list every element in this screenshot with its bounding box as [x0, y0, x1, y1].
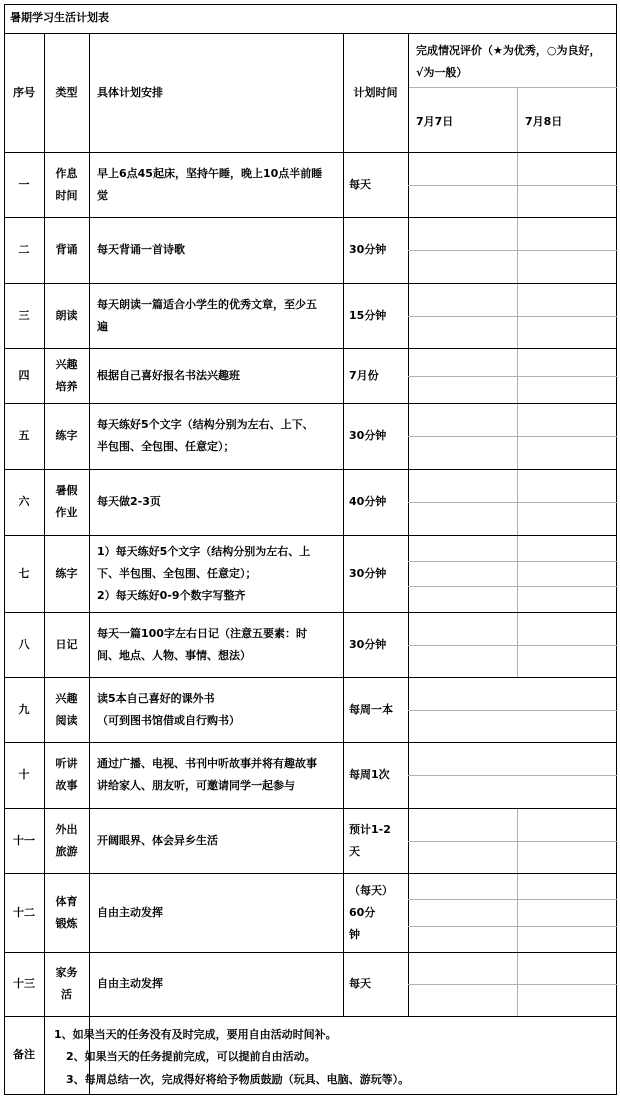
grid-line	[4, 217, 617, 218]
grid-line	[408, 250, 617, 251]
row-plan: 每天练好5个文字（结构分别为左右、上下、	[97, 418, 314, 431]
grid-line	[408, 710, 617, 711]
header-date2: 7月8日	[525, 115, 563, 128]
grid-line	[517, 87, 518, 678]
row-type: 兴趣	[55, 358, 78, 371]
grid-line	[4, 4, 617, 5]
row-plan: 讲给家人、朋友听，可邀请同学一起参与	[97, 779, 295, 792]
grid-line	[408, 841, 617, 842]
row-time: 钟	[349, 928, 360, 941]
row-seq: 三	[18, 309, 30, 322]
row-type: 朗读	[55, 309, 78, 322]
row-type: 活	[61, 988, 72, 1001]
grid-line	[4, 4, 5, 1095]
row-type: 时间	[55, 189, 78, 202]
row-type: 作业	[55, 506, 78, 519]
grid-line	[4, 808, 617, 809]
row-plan: 1）每天练好5个文字（结构分别为左右、上	[97, 545, 311, 558]
row-plan: 开阔眼界、体会异乡生活	[97, 834, 218, 847]
row-type: 锻炼	[55, 917, 78, 930]
row-plan: 每天做2-3页	[97, 495, 161, 508]
row-time: 30分钟	[349, 429, 387, 442]
row-seq: 二	[18, 243, 30, 256]
row-plan: 读5本自己喜好的课外书	[97, 692, 215, 705]
grid-line	[4, 873, 617, 874]
row-time: 30分钟	[349, 567, 387, 580]
grid-line	[4, 469, 617, 470]
row-time: 每周1次	[349, 768, 390, 781]
header-type: 类型	[55, 85, 78, 99]
row-seq: 六	[18, 495, 30, 508]
row-type: 日记	[55, 638, 78, 651]
grid-line	[408, 87, 617, 88]
row-time: 30分钟	[349, 638, 387, 651]
row-plan: 自由主动发挥	[97, 977, 163, 990]
row-time: 每周一本	[349, 703, 393, 716]
table-title: 暑期学习生活计划表	[10, 11, 109, 24]
row-type: 旅游	[55, 845, 78, 858]
header-time: 计划时间	[353, 85, 398, 99]
grid-line	[4, 152, 617, 153]
grid-line	[408, 984, 617, 985]
grid-line	[408, 899, 617, 900]
row-plan: 下、半包围、全包围、任意定）；	[97, 567, 257, 580]
row-seq: 四	[18, 369, 30, 382]
row-plan: 每天朗读一篇适合小学生的优秀文章，至少五	[97, 298, 317, 311]
grid-line	[408, 561, 617, 562]
row-time: （每天）	[349, 884, 393, 897]
grid-line	[4, 612, 617, 613]
row-seq: 七	[18, 567, 30, 580]
row-type: 体育	[55, 895, 78, 908]
row-time: 60分	[349, 906, 376, 919]
grid-line	[408, 436, 617, 437]
row-plan: 半包围、全包围、任意定）；	[97, 440, 235, 453]
grid-line	[616, 4, 617, 1095]
row-seq: 十三	[13, 977, 35, 990]
grid-line	[4, 742, 617, 743]
row-seq: 八	[18, 638, 30, 651]
grid-line	[408, 645, 617, 646]
row-plan: 遍	[97, 320, 108, 333]
row-type: 外出	[55, 823, 78, 836]
note-line: 3、每周总结一次，完成得好将给予物质鼓励（玩具、电脑、游玩等）。	[66, 1073, 410, 1086]
row-plan: 2）每天练好0-9个数字写整齐	[97, 589, 246, 602]
row-seq: 十二	[13, 906, 35, 919]
row-type: 练字	[55, 429, 78, 442]
row-seq: 九	[18, 703, 30, 716]
grid-line	[4, 403, 617, 404]
grid-line	[4, 952, 617, 953]
row-type: 练字	[55, 567, 78, 580]
row-type: 兴趣	[55, 692, 78, 705]
notes-label: 备注	[13, 1048, 35, 1061]
grid-line	[408, 926, 617, 927]
row-type: 作息	[55, 167, 78, 180]
grid-line	[4, 283, 617, 284]
row-type: 听讲	[55, 757, 78, 770]
grid-line	[408, 586, 617, 587]
grid-line	[44, 1016, 45, 1095]
row-time: 每天	[349, 977, 371, 990]
header-date1: 7月7日	[416, 115, 454, 128]
row-time: 7月份	[349, 369, 379, 382]
row-seq: 五	[18, 429, 30, 442]
note-line: 2、如果当天的任务提前完成，可以提前自由活动。	[66, 1050, 316, 1063]
row-time: 15分钟	[349, 309, 387, 322]
grid-line	[4, 1094, 617, 1095]
grid-line	[343, 33, 344, 1017]
row-type: 家务	[55, 966, 78, 979]
grid-line	[408, 33, 409, 1017]
grid-line	[408, 502, 617, 503]
row-type: 故事	[55, 779, 78, 792]
grid-line	[4, 535, 617, 536]
row-type: 背诵	[55, 243, 78, 256]
row-plan: 根据自己喜好报名书法兴趣班	[97, 369, 240, 382]
row-plan: 早上6点45起床，坚持午睡，晚上10点半前睡	[97, 167, 323, 180]
row-plan: 每天背诵一首诗歌	[97, 243, 185, 256]
row-seq: 一	[18, 178, 30, 191]
row-time: 预计1-2	[349, 823, 391, 836]
row-plan: 每天一篇100字左右日记（注意五要素：时	[97, 627, 307, 640]
grid-line	[517, 808, 518, 1017]
row-seq: 十一	[13, 834, 35, 847]
header-eval: √为一般）	[416, 66, 468, 79]
row-plan: 自由主动发挥	[97, 906, 163, 919]
header-seq: 序号	[13, 85, 35, 99]
row-seq: 十	[18, 768, 30, 781]
row-type: 暑假	[55, 484, 78, 497]
row-type: 培养	[55, 380, 78, 393]
grid-line	[4, 348, 617, 349]
row-time: 天	[349, 845, 360, 858]
row-type: 阅读	[55, 714, 78, 727]
row-plan: 通过广播、电视、书刊中听故事并将有趣故事	[97, 757, 317, 770]
row-plan: 间、地点、人物、事情、想法）	[97, 649, 251, 662]
header-eval: 完成情况评价（★为优秀，○为良好，	[416, 44, 601, 57]
grid-line	[4, 1016, 617, 1017]
row-plan: （可到图书馆借或自行购书）	[97, 714, 240, 727]
header-plan: 具体计划安排	[97, 85, 163, 99]
grid-line	[408, 185, 617, 186]
grid-line	[89, 33, 90, 1095]
row-time: 40分钟	[349, 495, 387, 508]
note-line: 1、如果当天的任务没有及时完成，要用自由活动时间补。	[54, 1028, 337, 1041]
grid-line	[408, 316, 617, 317]
row-time: 30分钟	[349, 243, 387, 256]
row-plan: 觉	[97, 189, 108, 202]
grid-line	[408, 775, 617, 776]
grid-line	[4, 677, 617, 678]
grid-line	[4, 33, 617, 34]
row-time: 每天	[349, 178, 371, 191]
grid-line	[408, 376, 617, 377]
